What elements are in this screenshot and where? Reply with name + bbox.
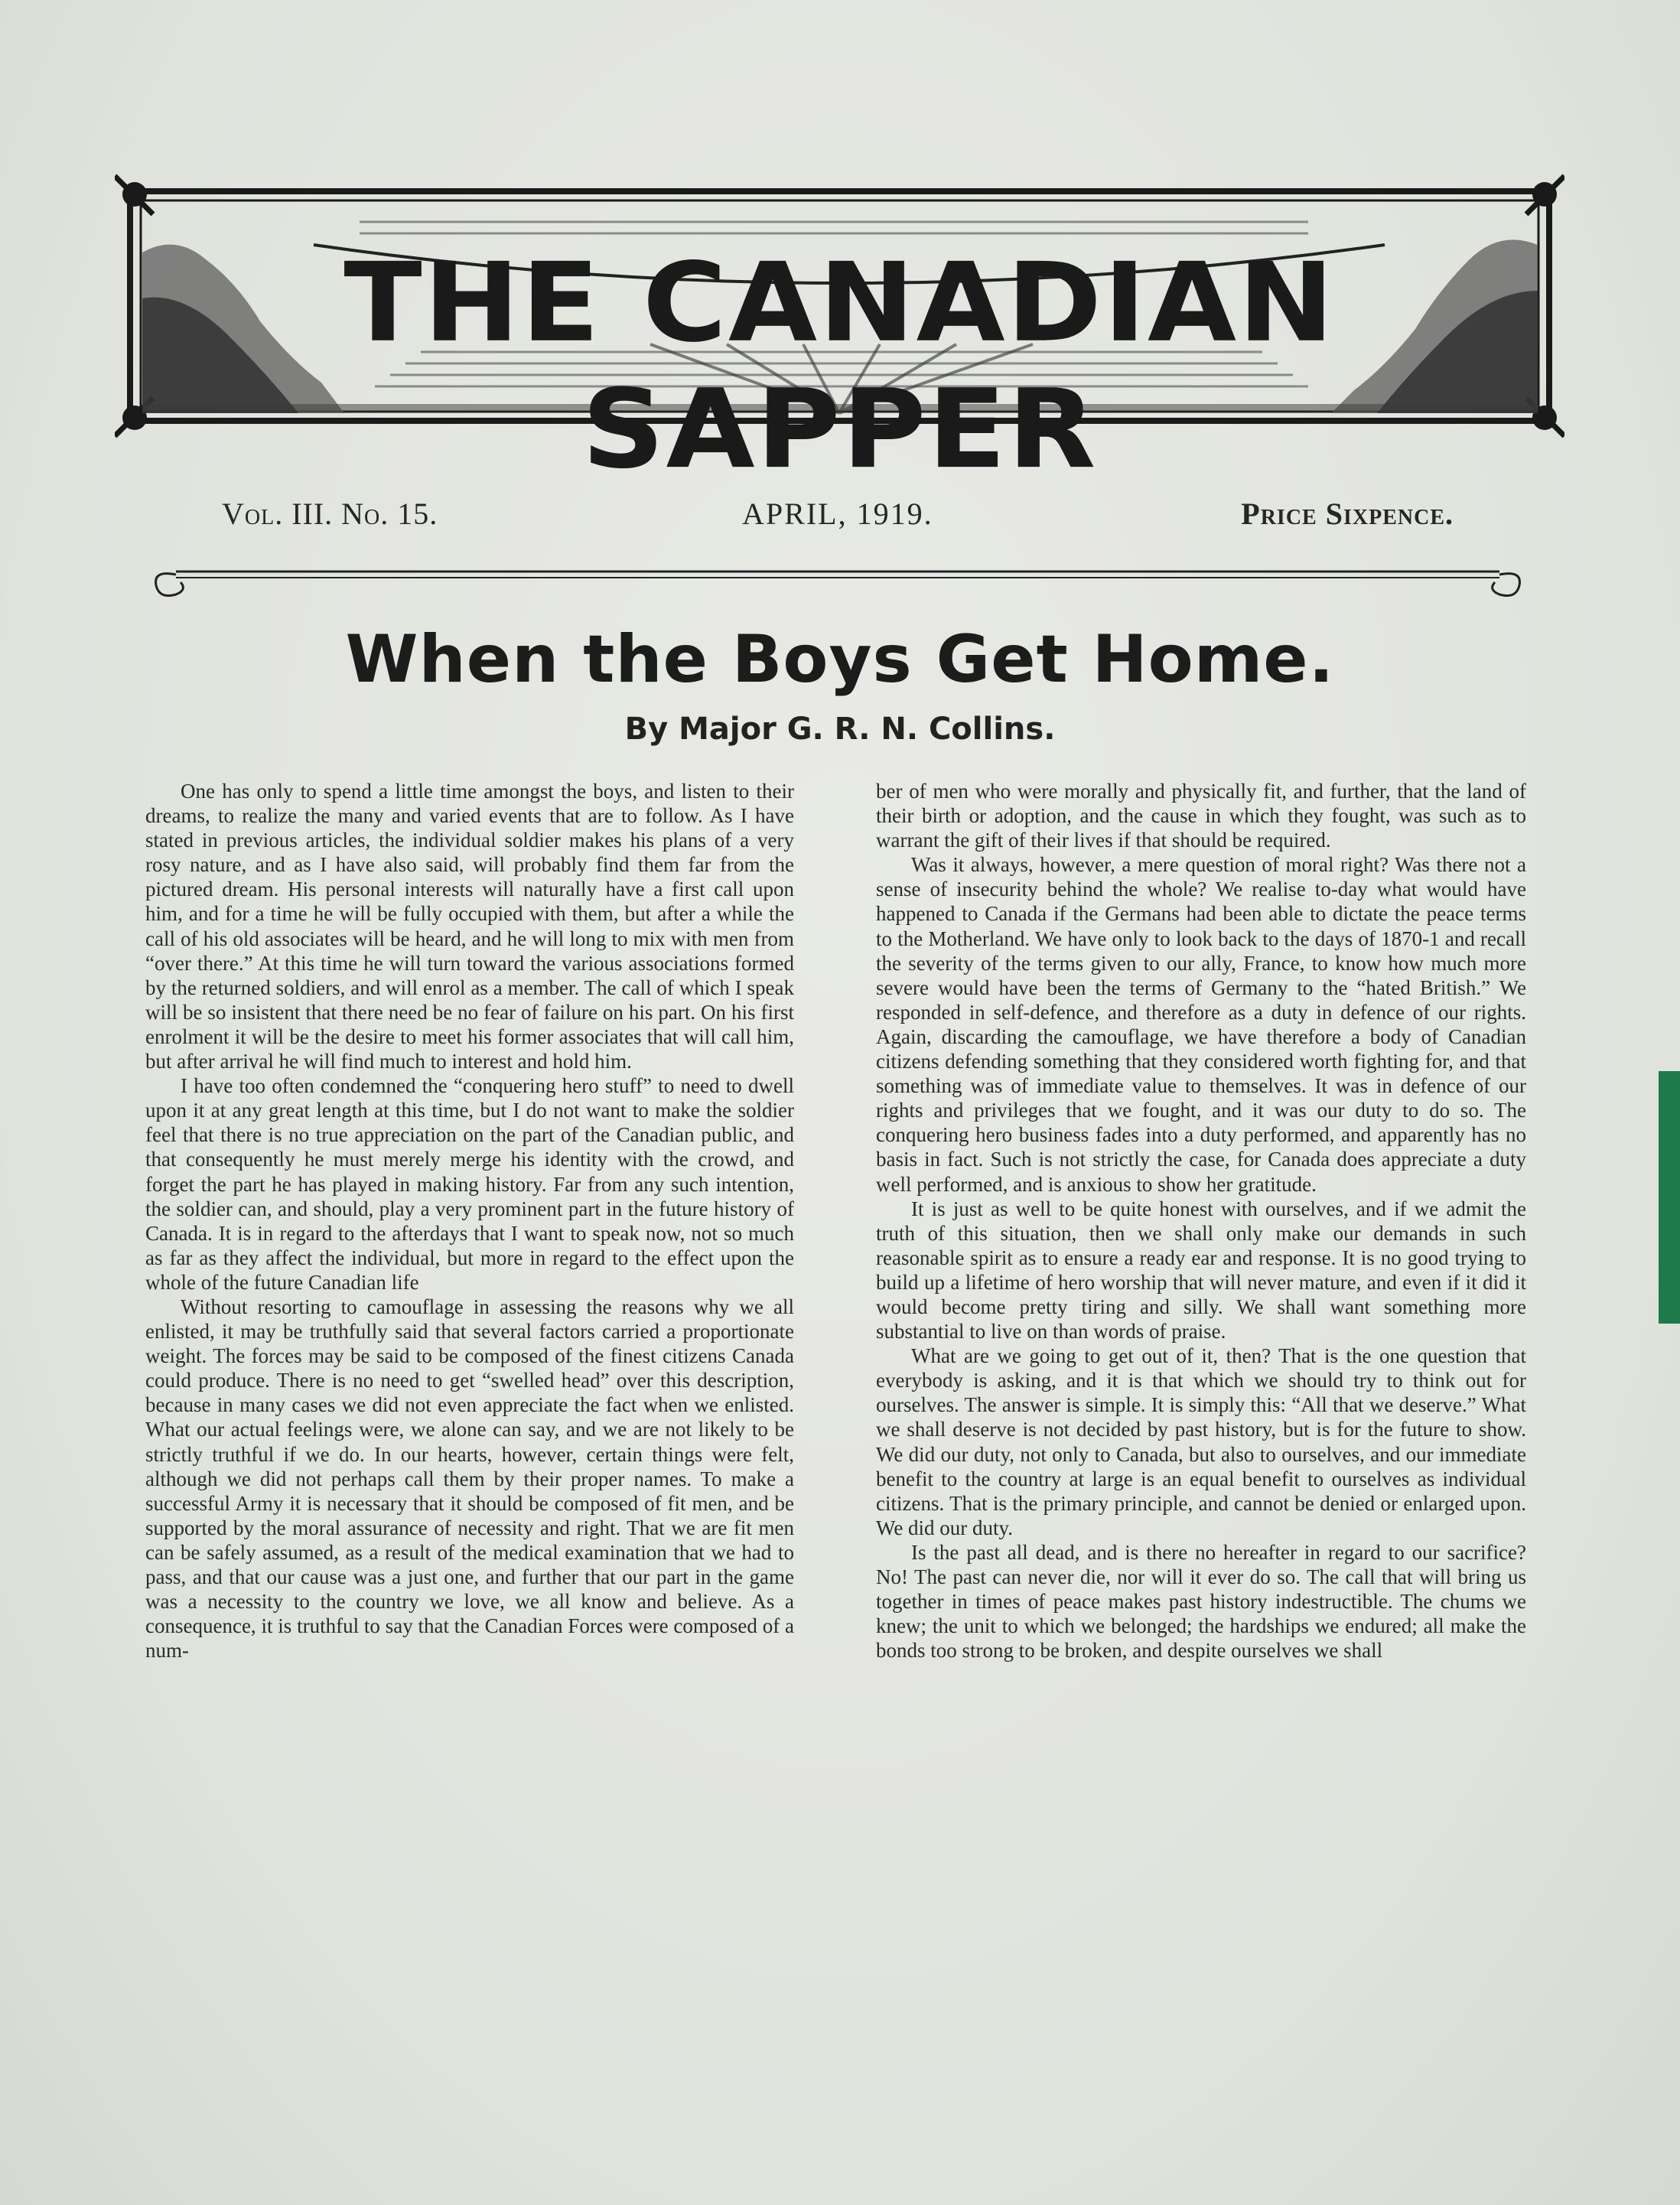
- article-byline: By Major G. R. N. Collins.: [624, 712, 1056, 747]
- issue-price: Price Sixpence.: [1241, 497, 1454, 531]
- article-column-left: [145, 779, 794, 1663]
- paragraph: Is the past all dead, and is there no hereafter in regard to our sacrifice? No! The past can never die, nor will it ever do so. The call that will bring us together in times of peace makes past history indestructible. The chums we knew; the unit to which we belonged; the hardships we endured; all make the bonds too strong to be broken, and despite ourselves we shall: [876, 1540, 1526, 1663]
- paragraph: I have too often condemned the “conquering hero stuff” to need to dwell upon it at any great length at this time, but I do not want to make the soldier feel that there is no true appreciation on the part of the Canadian public, and that consequently he must merely merge his identity with the crowd, and forget the part he has played in making history. Far from any such intention, the soldier can, and should, play a very prominent part in the future history of Canada. It is in regard to the afterdays that I want to speak now, not so much as far as they affect the individual, but more in regard to the effect upon the whole of the future Canadian life: [145, 1074, 794, 1294]
- article-column-right: [876, 779, 1526, 1663]
- paragraph: Without resorting to camouflage in assessing the reasons why we all enlisted, it may be truthfully said that several factors carried a proportionate weight. The forces may be said to be composed of the finest citizens Canada could produce. There is no need to get “swelled head” over this description, because in many cases we did not even appreciate the fact when we enlisted. What our actual feelings were, we alone can say, and we are not likely to be strictly truthful if we do. In our hearts, however, certain things were felt, although we did not perhaps call them by their proper names. To make a successful Army it is necessary that it should be composed of fit men, and be supported by the moral assurance of necessity and right. That we are fit men can be safely assumed, as a result of the medical examination that we had to pass, and that our cause was a just one, and further that our part in the game was a necessity to the country we love, we all know and believe. As a consequence, it is truthful to say that the Canadian Forces were composed of a num-: [145, 1295, 794, 1663]
- masthead-banner: [115, 161, 1564, 493]
- page-edge-strip: [1659, 1071, 1680, 1324]
- article-title: When the Boys Get Home.: [345, 621, 1335, 698]
- paragraph: What are we going to get out of it, then? That is the one question that everybody is asking, and it is that which we should try to think out for ourselves. The answer is simple. It is simply this: “All that we deserve.” What we shall deserve is not decided by past history, but is for the future to show. We did our duty, not only to Canada, but also to ourselves, and our immediate benefit to the country at large is an equal benefit to ourselves as individual citizens. That is the primary principle, and cannot be denied or enlarged upon. We did our duty.: [876, 1344, 1526, 1539]
- paragraph: One has only to spend a little time amongst the boys, and listen to their dreams, to realize the many and varied events that are to follow. As I have stated in previous articles, the individual soldier makes his plans of a very rosy nature, and as I have also said, will probably find them far from the pictured dream. His personal interests will naturally have a first call upon him, and for a time he will be fully occupied with them, but after a while the call of his old associates will be heard, and he will long to mix with men from “over there.” At this time he will turn toward the various associations formed by the returned soldiers, and will enrol as a member. The call of which I speak will be so insistent that there need be no fear of failure on his part. On his first enrolment it will be the desire to meet his former associates that will call him, but after arrival he will find much to interest and hold him.: [145, 780, 794, 1073]
- masthead-title: THE CANADIAN SAPPER: [343, 239, 1336, 493]
- paragraph: It is just as well to be quite honest with ourselves, and if we admit the truth of this situation, then we shall only make our demands in such reasonable spirit as to ensure a ready ear and response. It is no good trying to build up a lifetime of hero worship that will never mature, and even if it did it would become pretty tiring and silly. We shall want something more substantial to live on than words of praise.: [876, 1197, 1526, 1344]
- ornamental-rule: [145, 555, 1530, 608]
- paragraph: ber of men who were morally and physically fit, and further, that the land of their birth or adoption, and the cause in which they fought, was such as to warrant the gift of their lives if that should be required.: [876, 780, 1526, 852]
- issue-date: APRIL, 1919.: [742, 497, 933, 531]
- paragraph: Was it always, however, a mere question of moral right? Was there not a sense of insecurity behind the whole? We realise to-day what would have happened to Canada if the Germans had been able to dictate the peace terms to the Motherland. We have only to look back to the days of 1870-1 and recall the severity of the terms given to our ally, France, to know how much more severe would have been the terms of Germany to the “hated British.” We responded in self-defence, and therefore as a duty in defence of our rights. Again, discarding the camouflage, we have therefore a body of Canadian citizens defending something that they considered worth fighting for, and that something was of immediate value to themselves. It was in defence of our rights and privileges that we fought, and it was our duty to do so. The conquering hero business fades into a duty performed, and apparently has no basis in fact. Such is not strictly the case, for Canada does appreciate a duty well performed, and is anxious to show her gratitude.: [876, 853, 1526, 1196]
- issue-info: [222, 496, 1454, 542]
- volume-number: Vol. III. No. 15.: [222, 497, 438, 531]
